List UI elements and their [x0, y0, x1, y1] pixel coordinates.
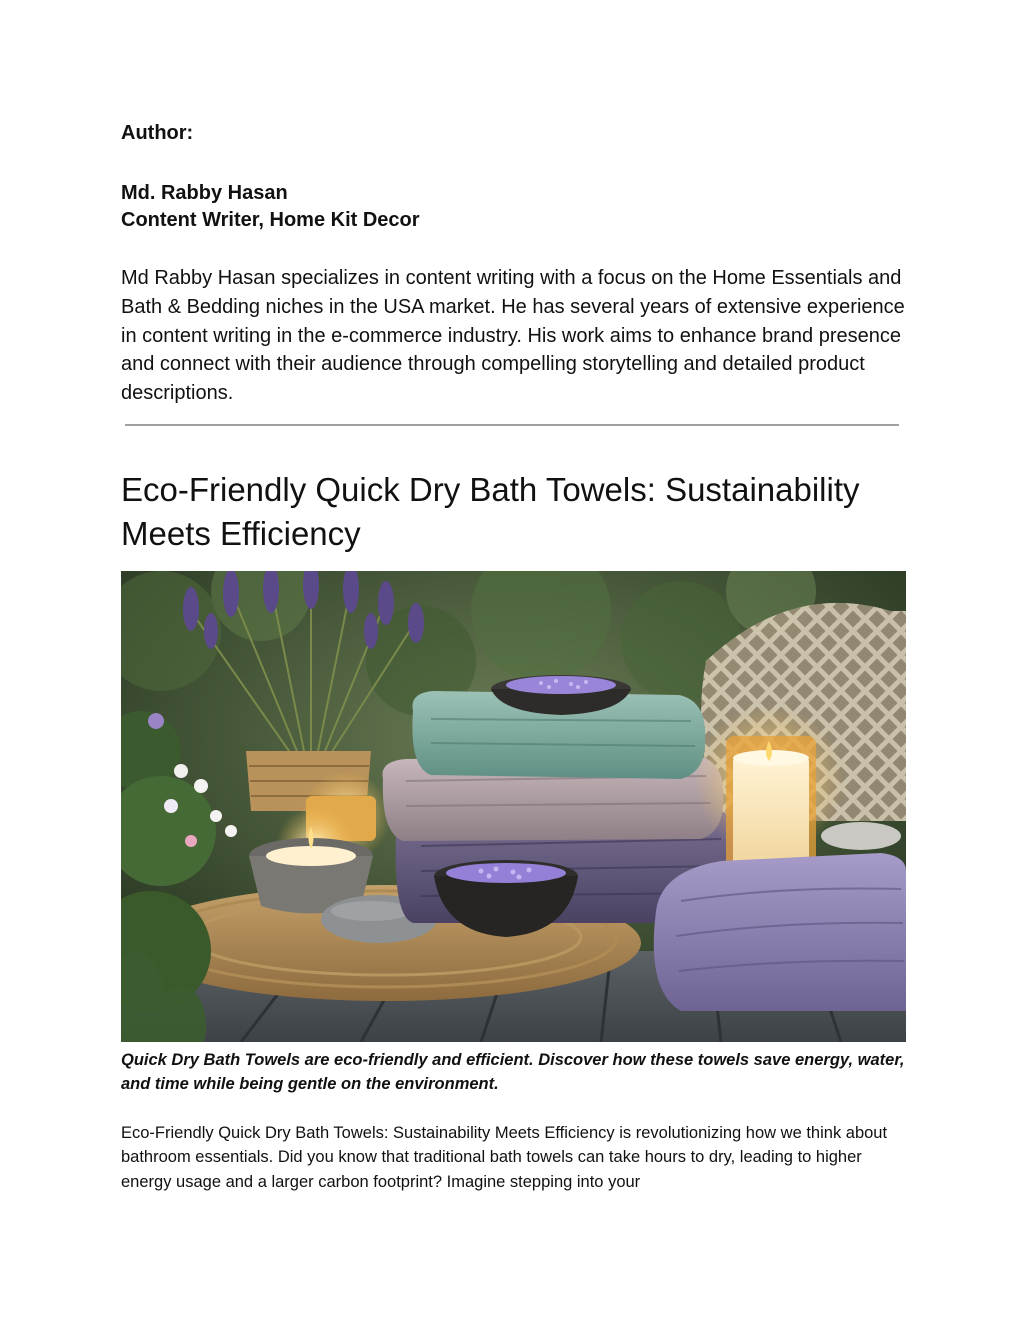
hero-image	[121, 571, 906, 1042]
intro-paragraph: Eco-Friendly Quick Dry Bath Towels: Sustainability Meets Efficiency is revolutionizing how we think about bathroom essentials. Did you know that traditional bath towels can take hours to dry, leading to higher energy usage and a larger carbon footprint? Imagine stepping into your	[121, 1124, 888, 1191]
image-caption: Quick Dry Bath Towels are eco-friendly and efficient. Discover how these towels save energy, water, and time while being gentle on the environment.	[121, 1051, 905, 1093]
article-title: Eco-Friendly Quick Dry Bath Towels: Sustainability Meets Efficiency	[121, 471, 860, 552]
section-divider	[125, 424, 899, 426]
author-role: Content Writer, Home Kit Decor	[121, 209, 420, 231]
author-name: Md. Rabby Hasan	[121, 182, 288, 204]
author-label: Author:	[121, 122, 194, 144]
author-bio: Md Rabby Hasan specializes in content writing with a focus on the Home Essentials and Bath & Bedding niches in the USA market. He has several years of extensive experience in content writing in the e-commerce industry. His work aims to enhance brand presence and connect with their audience through compelling storytelling and detailed product descriptions.	[121, 267, 905, 405]
